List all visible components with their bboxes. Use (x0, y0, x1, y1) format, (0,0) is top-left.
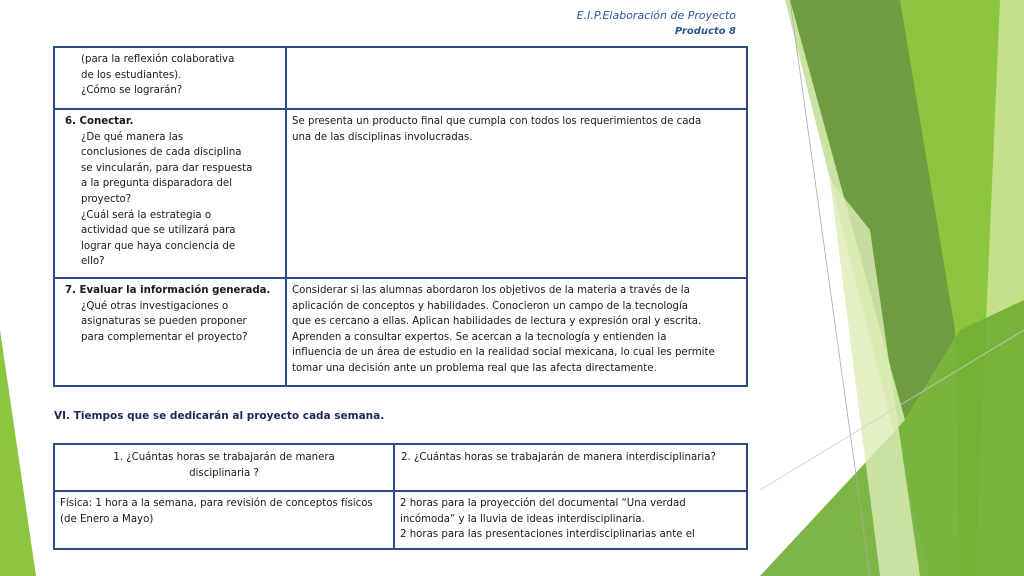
question-line: conclusiones de cada disciplina (81, 147, 242, 159)
question-line: ¿De qué manera las (81, 131, 184, 143)
question-line: ¿Cómo se lograrán? (81, 85, 183, 97)
body-line: 2 horas para las presentaciones interdisciplinarias ante el (400, 529, 695, 541)
question-line: a la pregunta disparadora del (81, 178, 233, 190)
table-row (54, 491, 747, 549)
question-cell (54, 47, 286, 109)
table-row (54, 47, 747, 109)
section-title: VI. Tiempos que se dedicarán al proyecto cada semana. (54, 410, 385, 422)
table-header-row (54, 444, 747, 491)
body-line: (de Enero a Mayo) (60, 513, 154, 525)
answer-cell (286, 109, 747, 278)
question-line: ¿Qué otras investigaciones o (81, 300, 229, 312)
question-line: ello? (81, 256, 105, 268)
body-line: Física: 1 hora a la semana, para revisión de conceptos físicos (60, 498, 373, 509)
table-row (54, 278, 747, 386)
question-line: actividad que se utilizará para (81, 225, 236, 237)
header-cell-interdisciplinary: 2. ¿Cuántas horas se trabajarán de manera interdisciplinaria? (394, 444, 747, 491)
question-line: se vincularán, para dar respuesta (81, 162, 253, 174)
question-line: proyecto? (81, 193, 132, 205)
body-line: 2 horas para la proyección del documental “Una verdad (400, 498, 686, 509)
header-subtitle: Producto 8 (674, 26, 736, 37)
body-cell-interdisciplinary (394, 491, 747, 549)
answer-line: aplicación de conceptos y habilidades. Conocieron un campo de la tecnología (292, 300, 689, 312)
header-cell-disciplinary (54, 444, 394, 491)
table-row (54, 109, 747, 278)
question-line: para complementar el proyecto? (81, 331, 248, 343)
question-heading: 6. Conectar. (65, 116, 134, 127)
header-title: E.I.P.Elaboración de Proyecto (576, 9, 736, 22)
question-cell (54, 278, 286, 386)
project-table (53, 46, 748, 387)
body-line: incómoda” y la lluvia de ideas interdisciplinaria. (400, 513, 645, 525)
question-line: (para la reflexión colaborativa (81, 54, 235, 65)
question-line: lograr que haya conciencia de (81, 240, 236, 252)
answer-cell (286, 47, 747, 109)
hours-table (53, 443, 748, 550)
question-line: ¿Cuál será la estrategia o (81, 209, 212, 221)
answer-line: Aprenden a consultar expertos. Se acercan a la tecnología y entienden la (292, 331, 667, 343)
answer-line: tomar una decisión ante un problema real que las afecta directamente. (292, 362, 657, 374)
answer-line: influencia de un área de estudio en la realidad social mexicana, lo cual les permite (292, 347, 715, 359)
question-line: asignaturas se pueden proponer (81, 316, 247, 328)
header-line: disciplinaria ? (189, 467, 259, 479)
answer-line: que es cercano a ellas. Aplican habilidades de lectura y expresión oral y escrita. (292, 316, 702, 328)
answer-cell (286, 278, 747, 386)
question-line: de los estudiantes). (81, 69, 182, 81)
body-cell-disciplinary (54, 491, 394, 549)
header-line: 1. ¿Cuántas horas se trabajarán de manera (113, 452, 335, 463)
answer-line: Considerar si las alumnas abordaron los objetivos de la materia a través de la (292, 285, 690, 296)
answer-line: Se presenta un producto final que cumpla con todos los requerimientos de cada (292, 116, 702, 127)
question-cell (54, 109, 286, 278)
answer-line: una de las disciplinas involucradas. (292, 131, 473, 143)
question-heading: 7. Evaluar la información generada. (65, 285, 271, 296)
